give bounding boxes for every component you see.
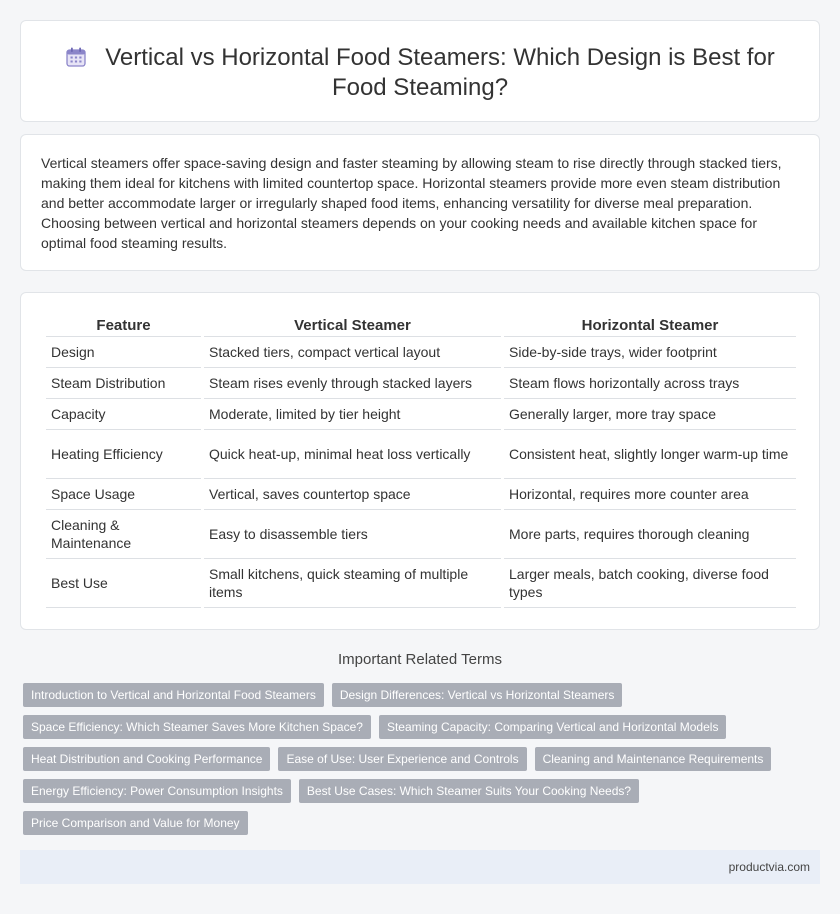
table-row (46, 368, 796, 399)
comparison-table (43, 315, 799, 608)
horizontal-cell: Larger meals, batch cooking, diverse food types (504, 559, 796, 608)
related-term-tag[interactable]: Steaming Capacity: Comparing Vertical and Horizontal Models (379, 715, 727, 739)
title-card (20, 20, 820, 122)
feature-cell: Steam Distribution (46, 368, 201, 399)
horizontal-cell: Generally larger, more tray space (504, 399, 796, 430)
footer (20, 850, 820, 884)
related-term-tag[interactable]: Best Use Cases: Which Steamer Suits Your Cooking Needs? (299, 779, 639, 803)
related-term-tag[interactable]: Design Differences: Vertical vs Horizontal Steamers (332, 683, 623, 707)
feature-cell: Space Usage (46, 479, 201, 510)
header-vertical: Vertical Steamer (204, 315, 501, 337)
related-terms-heading: Important Related Terms (338, 651, 502, 668)
footer-site-link[interactable]: productvia.com (728, 860, 810, 874)
related-term-tag[interactable]: Energy Efficiency: Power Consumption Insights (23, 779, 291, 803)
table-row (46, 510, 796, 559)
related-term-tag[interactable]: Heat Distribution and Cooking Performance (23, 747, 270, 771)
page-title-text: Vertical vs Horizontal Food Steamers: Which Design is Best for Food Steaming? (105, 44, 775, 101)
related-term-tag[interactable]: Ease of Use: User Experience and Controls (278, 747, 526, 771)
feature-cell: Capacity (46, 399, 201, 430)
summary-card (20, 134, 820, 271)
header-feature: Feature (46, 315, 201, 337)
horizontal-cell: Consistent heat, slightly longer warm-up time (504, 430, 796, 479)
feature-cell: Best Use (46, 559, 201, 608)
related-term-tag[interactable]: Cleaning and Maintenance Requirements (535, 747, 772, 771)
page-title (61, 43, 779, 103)
related-term-tag[interactable]: Introduction to Vertical and Horizontal Food Steamers (23, 683, 324, 707)
related-terms-list (23, 683, 803, 835)
table-row (46, 559, 796, 608)
table-row (46, 399, 796, 430)
feature-cell: Design (46, 337, 201, 368)
feature-cell: Cleaning & Maintenance (46, 510, 201, 559)
vertical-cell: Steam rises evenly through stacked layers (204, 368, 501, 399)
vertical-cell: Vertical, saves countertop space (204, 479, 501, 510)
horizontal-cell: Side-by-side trays, wider footprint (504, 337, 796, 368)
calendar-icon (65, 46, 87, 68)
related-term-tag[interactable]: Space Efficiency: Which Steamer Saves More Kitchen Space? (23, 715, 371, 739)
comparison-card (20, 292, 820, 630)
horizontal-cell: Steam flows horizontally across trays (504, 368, 796, 399)
table-row (46, 430, 796, 479)
related-term-tag[interactable]: Price Comparison and Value for Money (23, 811, 248, 835)
feature-cell: Heating Efficiency (46, 430, 201, 479)
vertical-cell: Easy to disassemble tiers (204, 510, 501, 559)
summary-text: Vertical steamers offer space-saving design and faster steaming by allowing steam to rise directly through stacked tiers, making them ideal for kitchens with limited countertop space. Horizontal steamers provide more even steam distribution and better accommodate larger or irregularly shaped food items, enhancing versatility for diverse meal preparation. Choosing between vertical and horizontal steamers depends on your cooking needs and available kitchen space for optimal food steaming results. (41, 155, 782, 251)
vertical-cell: Small kitchens, quick steaming of multiple items (204, 559, 501, 608)
vertical-cell: Stacked tiers, compact vertical layout (204, 337, 501, 368)
table-row (46, 337, 796, 368)
table-row (46, 479, 796, 510)
vertical-cell: Moderate, limited by tier height (204, 399, 501, 430)
horizontal-cell: More parts, requires thorough cleaning (504, 510, 796, 559)
header-horizontal: Horizontal Steamer (504, 315, 796, 337)
horizontal-cell: Horizontal, requires more counter area (504, 479, 796, 510)
vertical-cell: Quick heat-up, minimal heat loss vertically (204, 430, 501, 479)
table-header-row (46, 315, 796, 337)
title-wrap (21, 43, 819, 103)
